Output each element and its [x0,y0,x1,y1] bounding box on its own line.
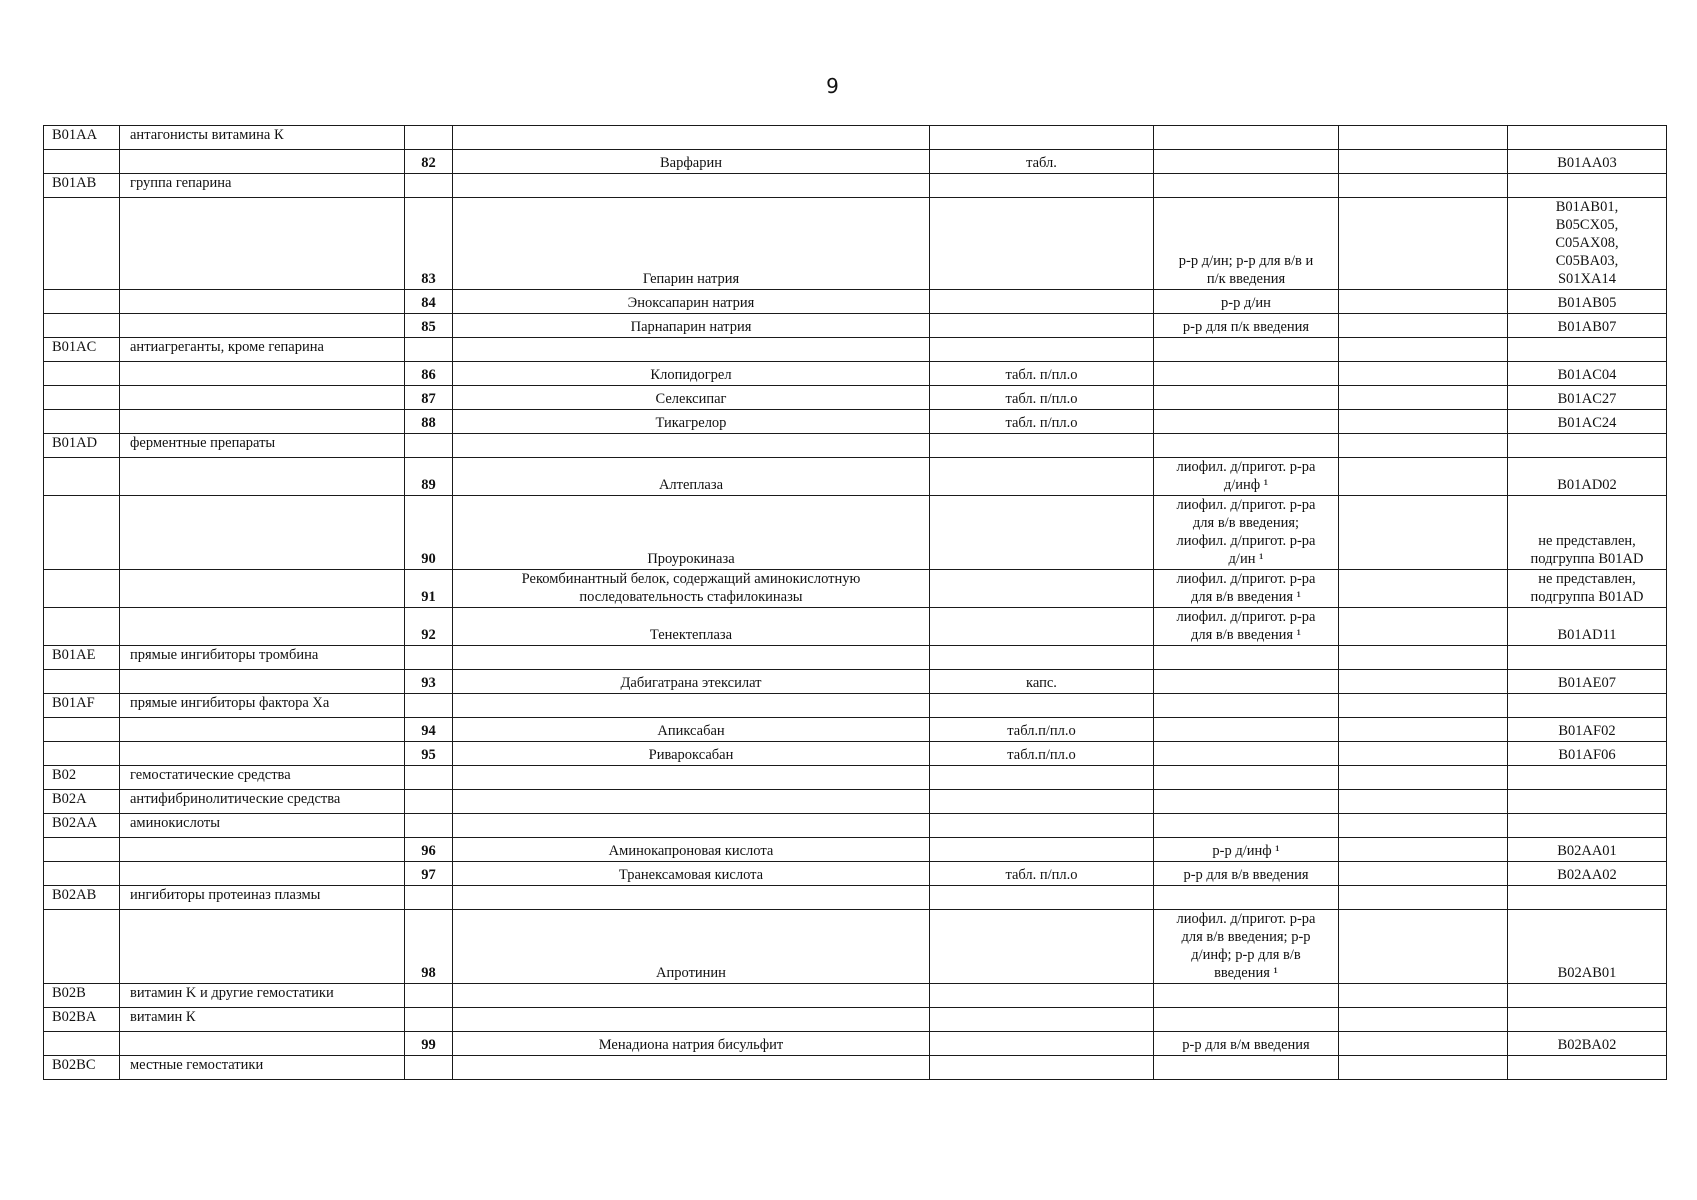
group-row [44,790,1667,814]
atc-group-name-cell: антагонисты витамина К [120,126,405,150]
drug-name-cell: Алтеплаза [453,458,930,496]
drug-list-table [43,125,1667,1080]
drug-name-cell [453,1056,930,1080]
drug-name-cell: Дабигатрана этексилат [453,670,930,694]
oral-form-cell [930,290,1154,314]
atc-group-name-cell [120,198,405,290]
blank-cell [1339,434,1508,458]
blank-cell [1339,742,1508,766]
table-body [44,126,1667,1080]
drug-row [44,570,1667,608]
item-number-cell [405,694,453,718]
blank-cell [1339,496,1508,570]
atc-group-code-cell [44,386,120,410]
item-number-cell: 98 [405,910,453,984]
item-number-cell: 83 [405,198,453,290]
item-number-cell: 95 [405,742,453,766]
drug-row [44,362,1667,386]
atc-group-code-cell: B02BC [44,1056,120,1080]
blank-cell [1339,984,1508,1008]
group-row [44,126,1667,150]
oral-form-cell [930,608,1154,646]
drug-name-cell [453,814,930,838]
item-number-cell: 87 [405,386,453,410]
page-number: 9 [826,74,839,98]
oral-form-cell [930,1032,1154,1056]
atc-code-cell [1508,1056,1667,1080]
atc-group-code-cell [44,1032,120,1056]
atc-code-cell: не представлен, подгруппа B01AD [1508,496,1667,570]
atc-group-name-cell: ингибиторы протеиназ плазмы [120,886,405,910]
atc-group-code-cell [44,570,120,608]
parenteral-form-cell [1154,1056,1339,1080]
atc-code-cell: B02BA02 [1508,1032,1667,1056]
blank-cell [1339,338,1508,362]
parenteral-form-cell [1154,646,1339,670]
parenteral-form-cell [1154,1008,1339,1032]
atc-group-code-cell: B01AA [44,126,120,150]
drug-row [44,718,1667,742]
oral-form-cell: табл. п/пл.о [930,410,1154,434]
drug-name-cell [453,434,930,458]
group-row [44,434,1667,458]
group-row [44,886,1667,910]
blank-cell [1339,814,1508,838]
atc-code-cell: B01AC24 [1508,410,1667,434]
drug-name-cell [453,984,930,1008]
blank-cell [1339,410,1508,434]
blank-cell [1339,198,1508,290]
oral-form-cell [930,126,1154,150]
atc-code-cell: B02AA02 [1508,862,1667,886]
atc-group-name-cell [120,838,405,862]
atc-group-code-cell: B02A [44,790,120,814]
oral-form-cell [930,814,1154,838]
oral-form-cell: табл.п/пл.о [930,718,1154,742]
drug-row [44,608,1667,646]
item-number-cell [405,1008,453,1032]
group-row [44,174,1667,198]
item-number-cell: 89 [405,458,453,496]
parenteral-form-cell: р-р д/ин; р-р для в/в и п/к введения [1154,198,1339,290]
parenteral-form-cell [1154,742,1339,766]
atc-code-cell: B01AB05 [1508,290,1667,314]
atc-group-name-cell [120,570,405,608]
atc-group-code-cell [44,608,120,646]
drug-name-cell: Ривароксабан [453,742,930,766]
parenteral-form-cell [1154,984,1339,1008]
atc-code-cell [1508,790,1667,814]
blank-cell [1339,386,1508,410]
atc-code-cell: B01AB01, B05CX05, C05AX08, C05BA03, S01XA14 [1508,198,1667,290]
oral-form-cell [930,1008,1154,1032]
oral-form-cell [930,570,1154,608]
item-number-cell: 86 [405,362,453,386]
drug-row [44,910,1667,984]
oral-form-cell [930,174,1154,198]
atc-group-code-cell [44,910,120,984]
drug-row [44,1032,1667,1056]
drug-name-cell [453,886,930,910]
oral-form-cell: табл. п/пл.о [930,386,1154,410]
drug-name-cell: Тенектеплаза [453,608,930,646]
atc-group-code-cell: B01AE [44,646,120,670]
parenteral-form-cell [1154,410,1339,434]
item-number-cell [405,984,453,1008]
atc-code-cell [1508,1008,1667,1032]
drug-name-cell: Апротинин [453,910,930,984]
atc-group-code-cell [44,314,120,338]
atc-code-cell: B01AB07 [1508,314,1667,338]
atc-group-code-cell [44,496,120,570]
atc-group-code-cell [44,198,120,290]
drug-name-cell [453,1008,930,1032]
drug-name-cell: Селексипаг [453,386,930,410]
atc-code-cell: B01AC04 [1508,362,1667,386]
item-number-cell [405,886,453,910]
parenteral-form-cell: р-р для п/к введения [1154,314,1339,338]
item-number-cell [405,1056,453,1080]
blank-cell [1339,886,1508,910]
atc-group-code-cell: B02BA [44,1008,120,1032]
drug-name-cell: Варфарин [453,150,930,174]
drug-row [44,386,1667,410]
parenteral-form-cell: р-р д/инф ¹ [1154,838,1339,862]
blank-cell [1339,362,1508,386]
item-number-cell: 94 [405,718,453,742]
oral-form-cell [930,790,1154,814]
atc-code-cell: B01AA03 [1508,150,1667,174]
atc-code-cell: B01AD11 [1508,608,1667,646]
atc-group-name-cell: антифибринолитические средства [120,790,405,814]
item-number-cell: 93 [405,670,453,694]
oral-form-cell [930,314,1154,338]
atc-group-name-cell [120,1032,405,1056]
blank-cell [1339,570,1508,608]
blank-cell [1339,314,1508,338]
drug-row [44,742,1667,766]
parenteral-form-cell [1154,670,1339,694]
oral-form-cell [930,838,1154,862]
atc-code-cell [1508,338,1667,362]
parenteral-form-cell: лиофил. д/пригот. р-ра д/инф ¹ [1154,458,1339,496]
atc-code-cell: не представлен, подгруппа B01AD [1508,570,1667,608]
atc-code-cell [1508,646,1667,670]
atc-group-code-cell: B01AB [44,174,120,198]
group-row [44,338,1667,362]
atc-group-name-cell [120,362,405,386]
parenteral-form-cell: лиофил. д/пригот. р-ра для в/в введения; лиофил. д/пригот. р-ра д/ин ¹ [1154,496,1339,570]
parenteral-form-cell: р-р для в/м введения [1154,1032,1339,1056]
drug-name-cell: Транексамовая кислота [453,862,930,886]
oral-form-cell [930,886,1154,910]
atc-code-cell: B01AD02 [1508,458,1667,496]
atc-group-code-cell [44,150,120,174]
drug-row [44,496,1667,570]
oral-form-cell [930,338,1154,362]
atc-group-code-cell [44,362,120,386]
group-row [44,1056,1667,1080]
atc-group-name-cell: витамин K и другие гемостатики [120,984,405,1008]
oral-form-cell: табл. [930,150,1154,174]
drug-row [44,410,1667,434]
parenteral-form-cell [1154,362,1339,386]
item-number-cell: 90 [405,496,453,570]
drug-name-cell: Аминокапроновая кислота [453,838,930,862]
blank-cell [1339,1008,1508,1032]
atc-code-cell [1508,174,1667,198]
atc-code-cell: B02AB01 [1508,910,1667,984]
atc-group-name-cell: витамин К [120,1008,405,1032]
group-row [44,984,1667,1008]
atc-code-cell: B01AF06 [1508,742,1667,766]
drug-name-cell [453,126,930,150]
blank-cell [1339,1032,1508,1056]
oral-form-cell [930,646,1154,670]
parenteral-form-cell [1154,126,1339,150]
atc-group-name-cell [120,290,405,314]
item-number-cell [405,766,453,790]
oral-form-cell [930,496,1154,570]
drug-name-cell [453,766,930,790]
oral-form-cell: табл.п/пл.о [930,742,1154,766]
atc-group-code-cell: B02 [44,766,120,790]
drug-name-cell: Апиксабан [453,718,930,742]
atc-group-name-cell [120,910,405,984]
blank-cell [1339,150,1508,174]
atc-code-cell: B01AF02 [1508,718,1667,742]
atc-group-code-cell: B01AC [44,338,120,362]
group-row [44,1008,1667,1032]
atc-group-name-cell [120,496,405,570]
drug-name-cell [453,174,930,198]
drug-name-cell: Гепарин натрия [453,198,930,290]
atc-code-cell [1508,766,1667,790]
parenteral-form-cell [1154,886,1339,910]
atc-group-name-cell: прямые ингибиторы фактора Ха [120,694,405,718]
atc-code-cell [1508,984,1667,1008]
parenteral-form-cell: лиофил. д/пригот. р-ра для в/в введения ¹ [1154,608,1339,646]
item-number-cell [405,434,453,458]
atc-code-cell [1508,434,1667,458]
drug-name-cell [453,790,930,814]
atc-group-name-cell [120,608,405,646]
blank-cell [1339,862,1508,886]
atc-group-name-cell [120,386,405,410]
drug-name-cell: Парнапарин натрия [453,314,930,338]
atc-code-cell [1508,694,1667,718]
parenteral-form-cell [1154,790,1339,814]
drug-row [44,670,1667,694]
atc-code-cell: B01AE07 [1508,670,1667,694]
atc-group-code-cell [44,718,120,742]
atc-group-name-cell [120,670,405,694]
drug-row [44,862,1667,886]
atc-group-name-cell: аминокислоты [120,814,405,838]
item-number-cell: 99 [405,1032,453,1056]
atc-group-name-cell [120,150,405,174]
parenteral-form-cell [1154,386,1339,410]
drug-name-cell [453,646,930,670]
parenteral-form-cell [1154,338,1339,362]
parenteral-form-cell [1154,434,1339,458]
atc-group-code-cell [44,862,120,886]
item-number-cell [405,338,453,362]
oral-form-cell [930,1056,1154,1080]
blank-cell [1339,1056,1508,1080]
blank-cell [1339,646,1508,670]
drug-name-cell: Клопидогрел [453,362,930,386]
blank-cell [1339,290,1508,314]
atc-group-name-cell: местные гемостатики [120,1056,405,1080]
atc-code-cell [1508,814,1667,838]
item-number-cell: 82 [405,150,453,174]
item-number-cell: 85 [405,314,453,338]
drug-name-cell [453,338,930,362]
atc-code-cell [1508,126,1667,150]
parenteral-form-cell [1154,766,1339,790]
group-row [44,694,1667,718]
item-number-cell: 96 [405,838,453,862]
blank-cell [1339,790,1508,814]
drug-row [44,150,1667,174]
blank-cell [1339,910,1508,984]
atc-group-name-cell [120,718,405,742]
atc-group-name-cell: ферментные препараты [120,434,405,458]
oral-form-cell: табл. п/пл.о [930,862,1154,886]
atc-code-cell [1508,886,1667,910]
atc-group-code-cell: B02B [44,984,120,1008]
atc-group-name-cell [120,314,405,338]
parenteral-form-cell [1154,694,1339,718]
item-number-cell: 97 [405,862,453,886]
drug-name-cell: Проурокиназа [453,496,930,570]
item-number-cell [405,790,453,814]
atc-group-name-cell [120,742,405,766]
atc-group-name-cell: антиагреганты, кроме гепарина [120,338,405,362]
drug-row [44,290,1667,314]
item-number-cell [405,814,453,838]
parenteral-form-cell: лиофил. д/пригот. р-ра для в/в введения ¹ [1154,570,1339,608]
oral-form-cell [930,694,1154,718]
parenteral-form-cell [1154,174,1339,198]
atc-code-cell: B01AC27 [1508,386,1667,410]
atc-group-code-cell [44,670,120,694]
blank-cell [1339,718,1508,742]
atc-group-code-cell [44,410,120,434]
atc-group-code-cell [44,290,120,314]
group-row [44,814,1667,838]
oral-form-cell [930,434,1154,458]
oral-form-cell: капс. [930,670,1154,694]
drug-name-cell [453,694,930,718]
oral-form-cell: табл. п/пл.о [930,362,1154,386]
atc-group-name-cell [120,862,405,886]
blank-cell [1339,458,1508,496]
item-number-cell [405,174,453,198]
item-number-cell [405,646,453,670]
parenteral-form-cell: р-р д/ин [1154,290,1339,314]
item-number-cell: 92 [405,608,453,646]
atc-group-code-cell [44,838,120,862]
blank-cell [1339,174,1508,198]
parenteral-form-cell: р-р для в/в введения [1154,862,1339,886]
drug-name-cell: Эноксапарин натрия [453,290,930,314]
item-number-cell [405,126,453,150]
blank-cell [1339,126,1508,150]
atc-group-code-cell [44,458,120,496]
group-row [44,646,1667,670]
drug-name-cell: Рекомбинантный белок, содержащий аминокислотную последовательность стафилокиназы [453,570,930,608]
atc-group-code-cell: B01AD [44,434,120,458]
atc-group-name-cell: прямые ингибиторы тромбина [120,646,405,670]
atc-group-name-cell: гемостатические средства [120,766,405,790]
drug-row [44,458,1667,496]
blank-cell [1339,608,1508,646]
blank-cell [1339,670,1508,694]
parenteral-form-cell [1154,814,1339,838]
drug-name-cell: Тикагрелор [453,410,930,434]
oral-form-cell [930,458,1154,496]
atc-code-cell: B02AA01 [1508,838,1667,862]
item-number-cell: 91 [405,570,453,608]
drug-row [44,314,1667,338]
atc-group-code-cell: B01AF [44,694,120,718]
drug-name-cell: Менадиона натрия бисульфит [453,1032,930,1056]
blank-cell [1339,838,1508,862]
drug-row [44,838,1667,862]
parenteral-form-cell [1154,718,1339,742]
oral-form-cell [930,910,1154,984]
atc-group-name-cell [120,410,405,434]
item-number-cell: 88 [405,410,453,434]
atc-group-code-cell: B02AB [44,886,120,910]
oral-form-cell [930,984,1154,1008]
oral-form-cell [930,198,1154,290]
blank-cell [1339,766,1508,790]
oral-form-cell [930,766,1154,790]
group-row [44,766,1667,790]
parenteral-form-cell [1154,150,1339,174]
drug-row [44,198,1667,290]
atc-group-name-cell [120,458,405,496]
blank-cell [1339,694,1508,718]
atc-group-code-cell: B02AA [44,814,120,838]
atc-group-name-cell: группа гепарина [120,174,405,198]
parenteral-form-cell: лиофил. д/пригот. р-ра для в/в введения; р-р д/инф; р-р для в/в введения ¹ [1154,910,1339,984]
item-number-cell: 84 [405,290,453,314]
atc-group-code-cell [44,742,120,766]
